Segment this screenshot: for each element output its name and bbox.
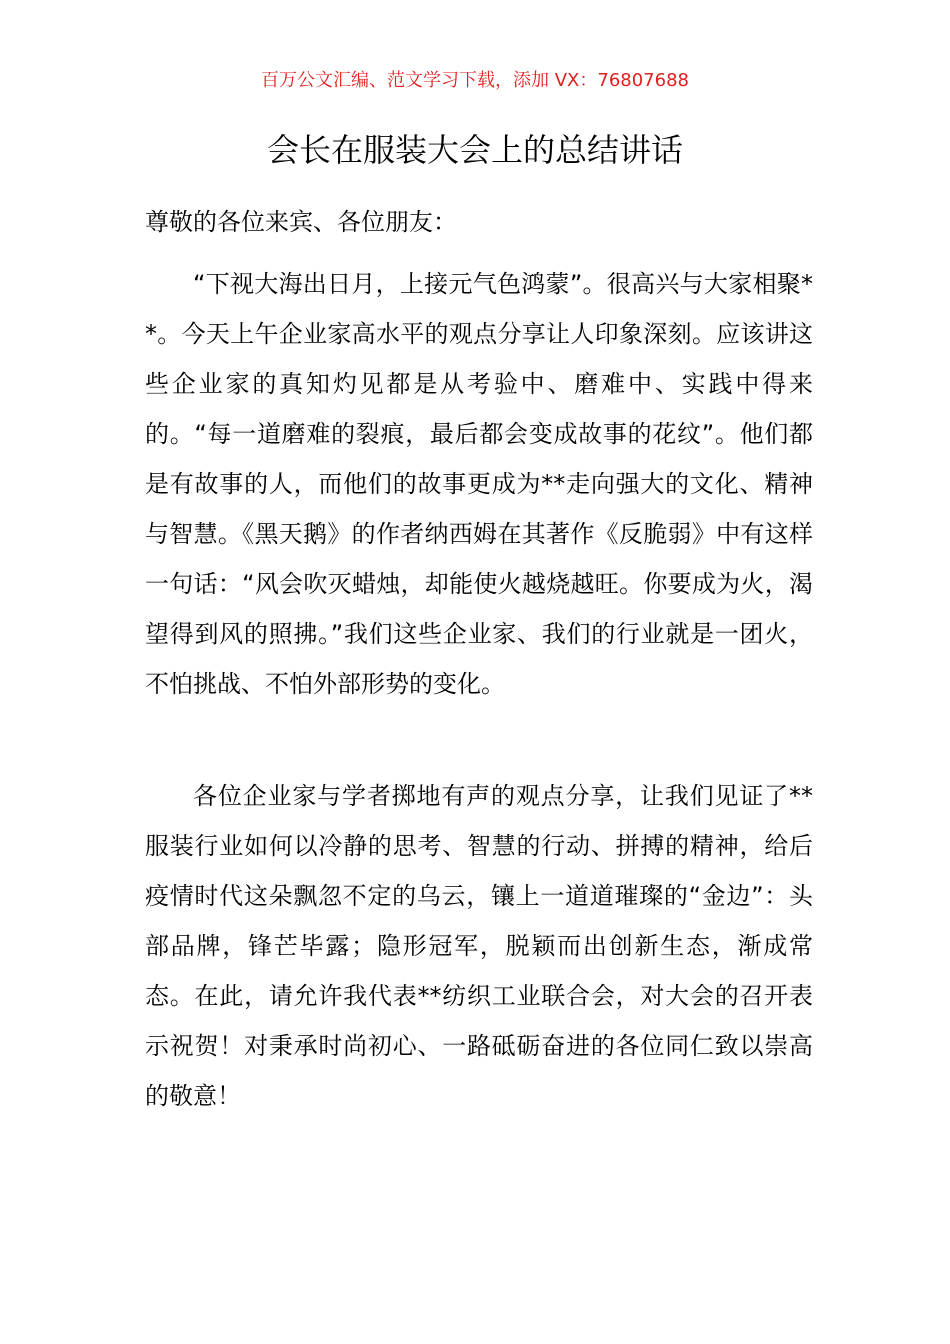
paragraph-1: “下视大海出日月，上接元气色鸿蒙”。很高兴与大家相聚**。今天上午企业家高水平的观点分享让人印象深刻。应该讲这些企业家的真知灼见都是从考验中、磨难中、实践中得来的。“每一道磨难的裂痕，最后都会变成故事的花纹”。他们都是有故事的人，而他们的故事更成为**走向强大的文化、精神与智慧。《黑天鹅》的作者纳西姆在其著作《反脆弱》中有这样一句话：“风会吹灭蜡烛，却能使火越烧越旺。你要成为火，渴望得到风的照拂。”我们这些企业家、我们的行业就是一团火，不怕挑战、不怕外部形势的变化。 xyxy=(145,270,813,698)
paragraph-2: 各位企业家与学者掷地有声的观点分享，让我们见证了**服装行业如何以冷静的思考、智慧的行动、拼搏的精神，给后疫情时代这朵飘忽不定的乌云，镶上一道道璀璨的“金边”：头部品牌，锋芒毕露；隐形冠军，脱颖而出创新生态，渐成常态。在此，请允许我代表**纺织工业联合会，对大会的召开表示祝贺！对秉承时尚初心、一路砥砺奋进的各位同仁致以崇高的敬意！ xyxy=(145,782,813,1110)
promo-header: 百万公文汇编、范文学习下载，添加 VX：76807688 xyxy=(261,70,689,91)
salutation: 尊敬的各位来宾、各位朋友： xyxy=(145,208,457,236)
document-title: 会长在服装大会上的总结讲话 xyxy=(266,131,683,169)
